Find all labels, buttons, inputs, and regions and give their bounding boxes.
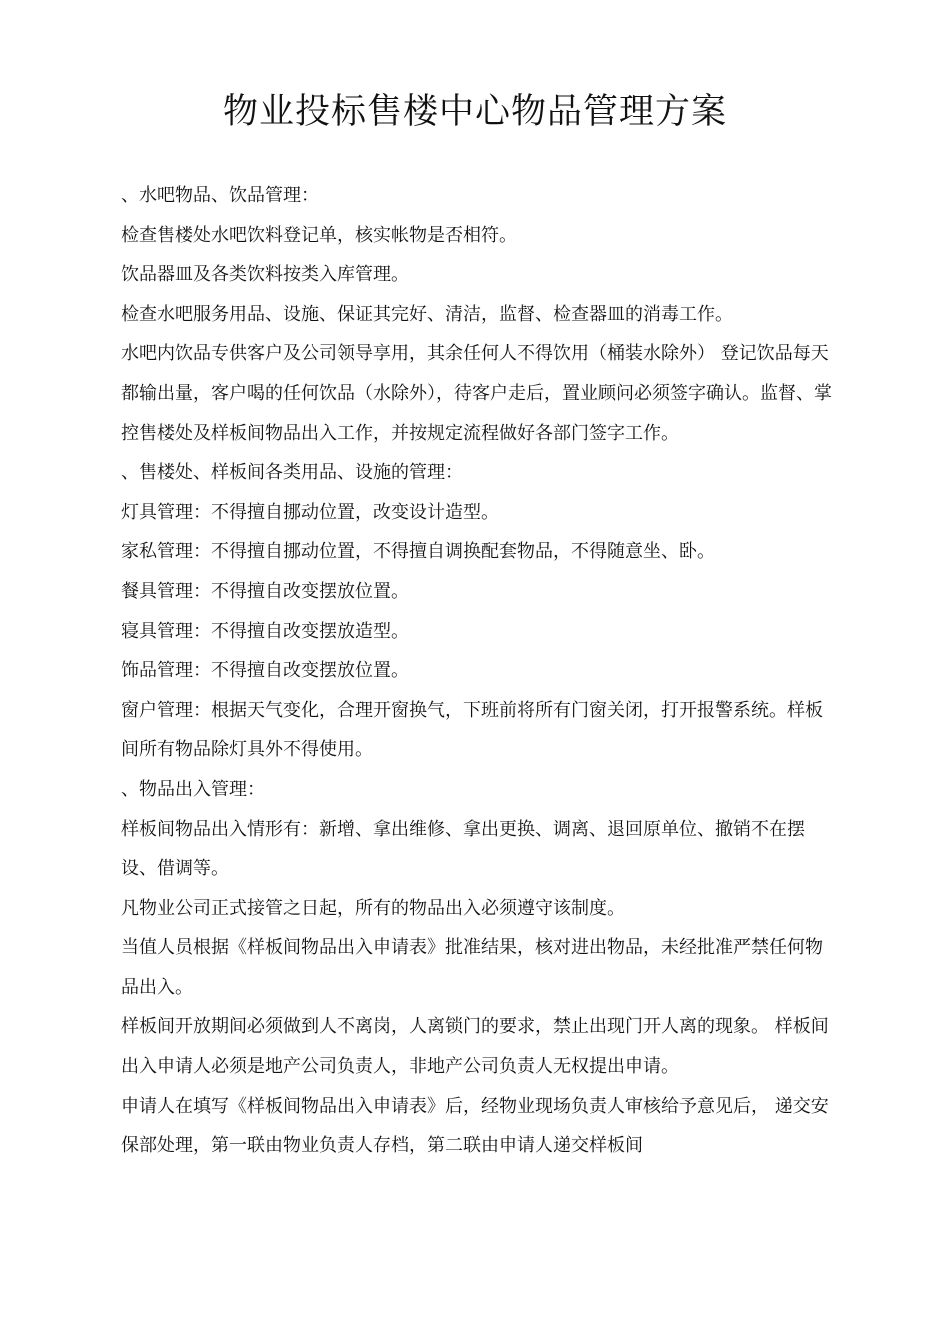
paragraph: 寝具管理：不得擅自改变摆放造型。: [121, 620, 409, 642]
paragraph: 申请人在填写《样板间物品出入申请表》后，经物业现场负责人审核给予意见后， 递交安保部处理，第一联由物业负责人存档，第二联由申请人递交样板间: [121, 1095, 829, 1157]
paragraph: 饰品管理：不得擅自改变摆放位置。: [121, 660, 409, 682]
section-heading-water-bar: 、水吧物品、饮品管理：: [121, 185, 319, 206]
paragraph: 检查水吧服务用品、设施、保证其完好、清洁，监督、检查器皿的消毒工作。: [121, 303, 733, 325]
paragraph: 样板间物品出入情形有：新增、拿出维修、拿出更换、调离、退回原单位、撤销不在摆设、借调等。: [121, 818, 805, 880]
section-heading-facilities: 、售楼处、样板间各类用品、设施的管理：: [121, 462, 463, 484]
paragraph: 凡物业公司正式接管之日起，所有的物品出入必须遵守该制度。: [121, 897, 625, 919]
document-body: [121, 176, 837, 1166]
paragraph: 当值人员根据《样板间物品出入申请表》批准结果，核对进出物品，未经批准严禁任何物品出入。: [121, 937, 823, 998]
paragraph: 检查售楼处水吧饮料登记单，核实帐物是否相符。: [121, 224, 517, 246]
section-heading-item-movement: 、物品出入管理：: [121, 778, 265, 800]
paragraph: 饮品器皿及各类饮料按类入库管理。: [121, 264, 409, 286]
document-title: 物业投标售楼中心物品管理方案: [222, 92, 727, 132]
paragraph: 水吧内饮品专供客户及公司领导享用，其余任何人不得饮用（桶装水除外） 登记饮品每天都输出量，客户喝的任何饮品（水除外），待客户走后，置业顾问必须签字确认。监督、掌控售楼处及样板间物品出入工作，并按规定流程做好各部门签字工作。: [121, 343, 832, 444]
paragraph: 灯具管理：不得擅自挪动位置，改变设计造型。: [121, 501, 499, 523]
paragraph: 家私管理：不得擅自挪动位置，不得擅自调换配套物品，不得随意坐、卧。: [121, 541, 715, 563]
paragraph: 样板间开放期间必须做到人不离岗，人离锁门的要求，禁止出现门开人离的现象。 样板间出入申请人必须是地产公司负责人，非地产公司负责人无权提出申请。: [121, 1016, 829, 1078]
paragraph: 餐具管理：不得擅自改变摆放位置。: [121, 580, 409, 602]
paragraph: 窗户管理：根据天气变化，合理开窗换气，下班前将所有门窗关闭，打开报警系统。样板间所有物品除灯具外不得使用。: [121, 699, 823, 761]
